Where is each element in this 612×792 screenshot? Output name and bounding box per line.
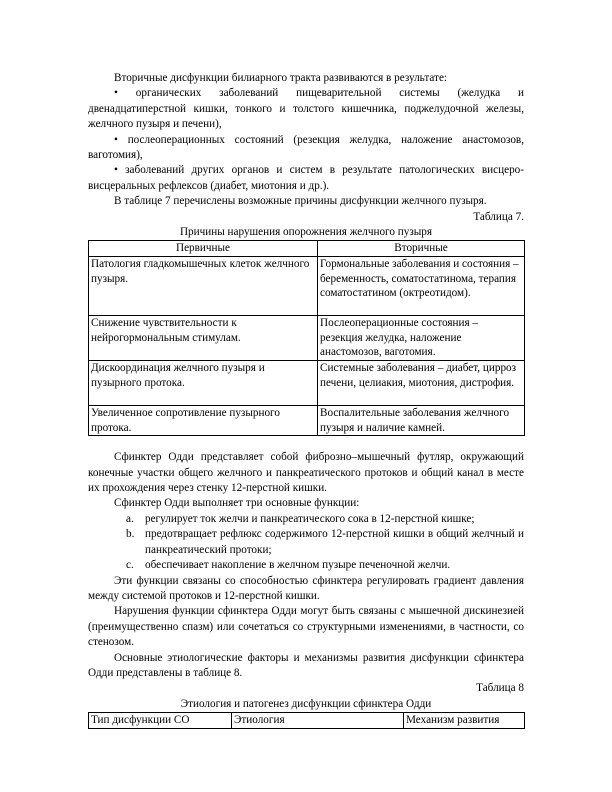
- intro-bullet-2: • послеоперационных состояний (резекция желудка, наложение анастомозов, ваготомия),: [88, 133, 524, 162]
- intro-table-ref: В таблице 7 перечислены возможные причины дисфункции желчного пузыря.: [114, 195, 487, 208]
- table7: [88, 240, 525, 436]
- table-header-cell: Этиология: [232, 713, 404, 729]
- table-header-row: [89, 241, 525, 257]
- list-item: [88, 527, 524, 558]
- list-item-text: регулирует ток желчи и панкреатического сока в 12-перстной кишке;: [145, 512, 475, 525]
- intro-lead: Вторичные дисфункции билиарного тракта развиваются в результате:: [114, 72, 448, 84]
- table7-label: Таблица 7.: [473, 210, 524, 223]
- table-cell: Дискоординация желчного пузыря и пузырного протока.: [89, 361, 318, 406]
- list-marker: b.: [126, 528, 135, 541]
- oddi-paragraph-2: Сфинктер Одди выполняет три основные функции:: [114, 497, 360, 510]
- table-cell: Снижение чувствительности к нейрогормональным стимулам.: [89, 316, 318, 361]
- table8-caption: Этиология и патогенез дисфункции сфинктера Одди: [180, 697, 432, 710]
- table-header-cell: Тип дисфункции СО: [89, 713, 232, 729]
- table-cell: Гормональные заболевания и состояния – беременность, соматостатинома, терапия соматостатином (октреотидом).: [318, 257, 525, 316]
- oddi-paragraph-3: Эти функции связаны со способностью сфинктера регулировать градиент давления между системой протоков и 12-перстной кишки.: [88, 574, 524, 602]
- table7-caption: Причины нарушения опорожнения желчного пузыря: [179, 226, 433, 239]
- table-cell: Увеличенное сопротивление пузырного протока.: [89, 406, 318, 436]
- table-cell: Патология гладкомышечных клеток желчного пузыря.: [89, 257, 318, 316]
- list-item-text: обеспечивает накопление в желчном пузыре печеночной желчи.: [145, 559, 451, 572]
- table-cell: Послеоперационные состояния – резекция желудка, наложение анастомозов, ваготомия.: [318, 316, 525, 361]
- table-header-cell: Первичные: [89, 241, 318, 257]
- oddi-functions-list: [88, 512, 524, 574]
- table-header-cell: Вторичные: [318, 241, 525, 257]
- table-row: [89, 316, 525, 361]
- table-row: [89, 257, 525, 316]
- table-header-row: [89, 713, 525, 729]
- list-item-text: предотвращает рефлюкс содержимого 12-перстной кишки в общий желчный и панкреатический протоки;: [145, 528, 524, 556]
- intro-bullet-1: • органических заболеваний пищеварительной системы (желудка и двенадцатиперстной кишки, тонкого и толстого кишечника, поджелудочной железы, желчного пузыря и печени),: [88, 87, 524, 131]
- oddi-paragraph-4: Нарушения функции сфинктера Одди могут быть связаны с мышечной дискинезией (преимущественно спазм) или сочетаться со структурными изменениями, в частности, со стенозом.: [88, 605, 524, 649]
- intro-bullet-3: • заболеваний других органов и систем в результате патологических висцеро-висцеральных рефлексов (диабет, миотония и др.).: [88, 164, 524, 192]
- table-row: [89, 361, 525, 406]
- table-row: [89, 406, 525, 436]
- table-cell: Воспалительные заболевания желчного пузыря и наличие камней.: [318, 406, 525, 436]
- oddi-paragraph-1: Сфинктер Одди представляет собой фиброзно–мышечный футляр, окружающий конечные участки общего желчного и панкреатического протоков и общий канал в месте их прохождения через стенку 12-перстной кишки.: [88, 451, 524, 495]
- oddi-paragraph-5: Основные этиологические факторы и механизмы развития дисфункции сфинктера Одди представлены в таблице 8.: [88, 651, 524, 679]
- document-page: [88, 71, 524, 729]
- list-marker: c.: [126, 559, 134, 572]
- list-marker: a.: [126, 512, 134, 525]
- table-header-cell: Механизм развития: [404, 713, 525, 729]
- table-cell: Системные заболевания – диабет, цирроз печени, целиакия, миотония, дистрофия.: [318, 361, 525, 406]
- table8: [88, 712, 525, 729]
- list-item: [88, 512, 524, 527]
- table8-label: Таблица 8: [476, 682, 524, 695]
- list-item: [88, 558, 524, 573]
